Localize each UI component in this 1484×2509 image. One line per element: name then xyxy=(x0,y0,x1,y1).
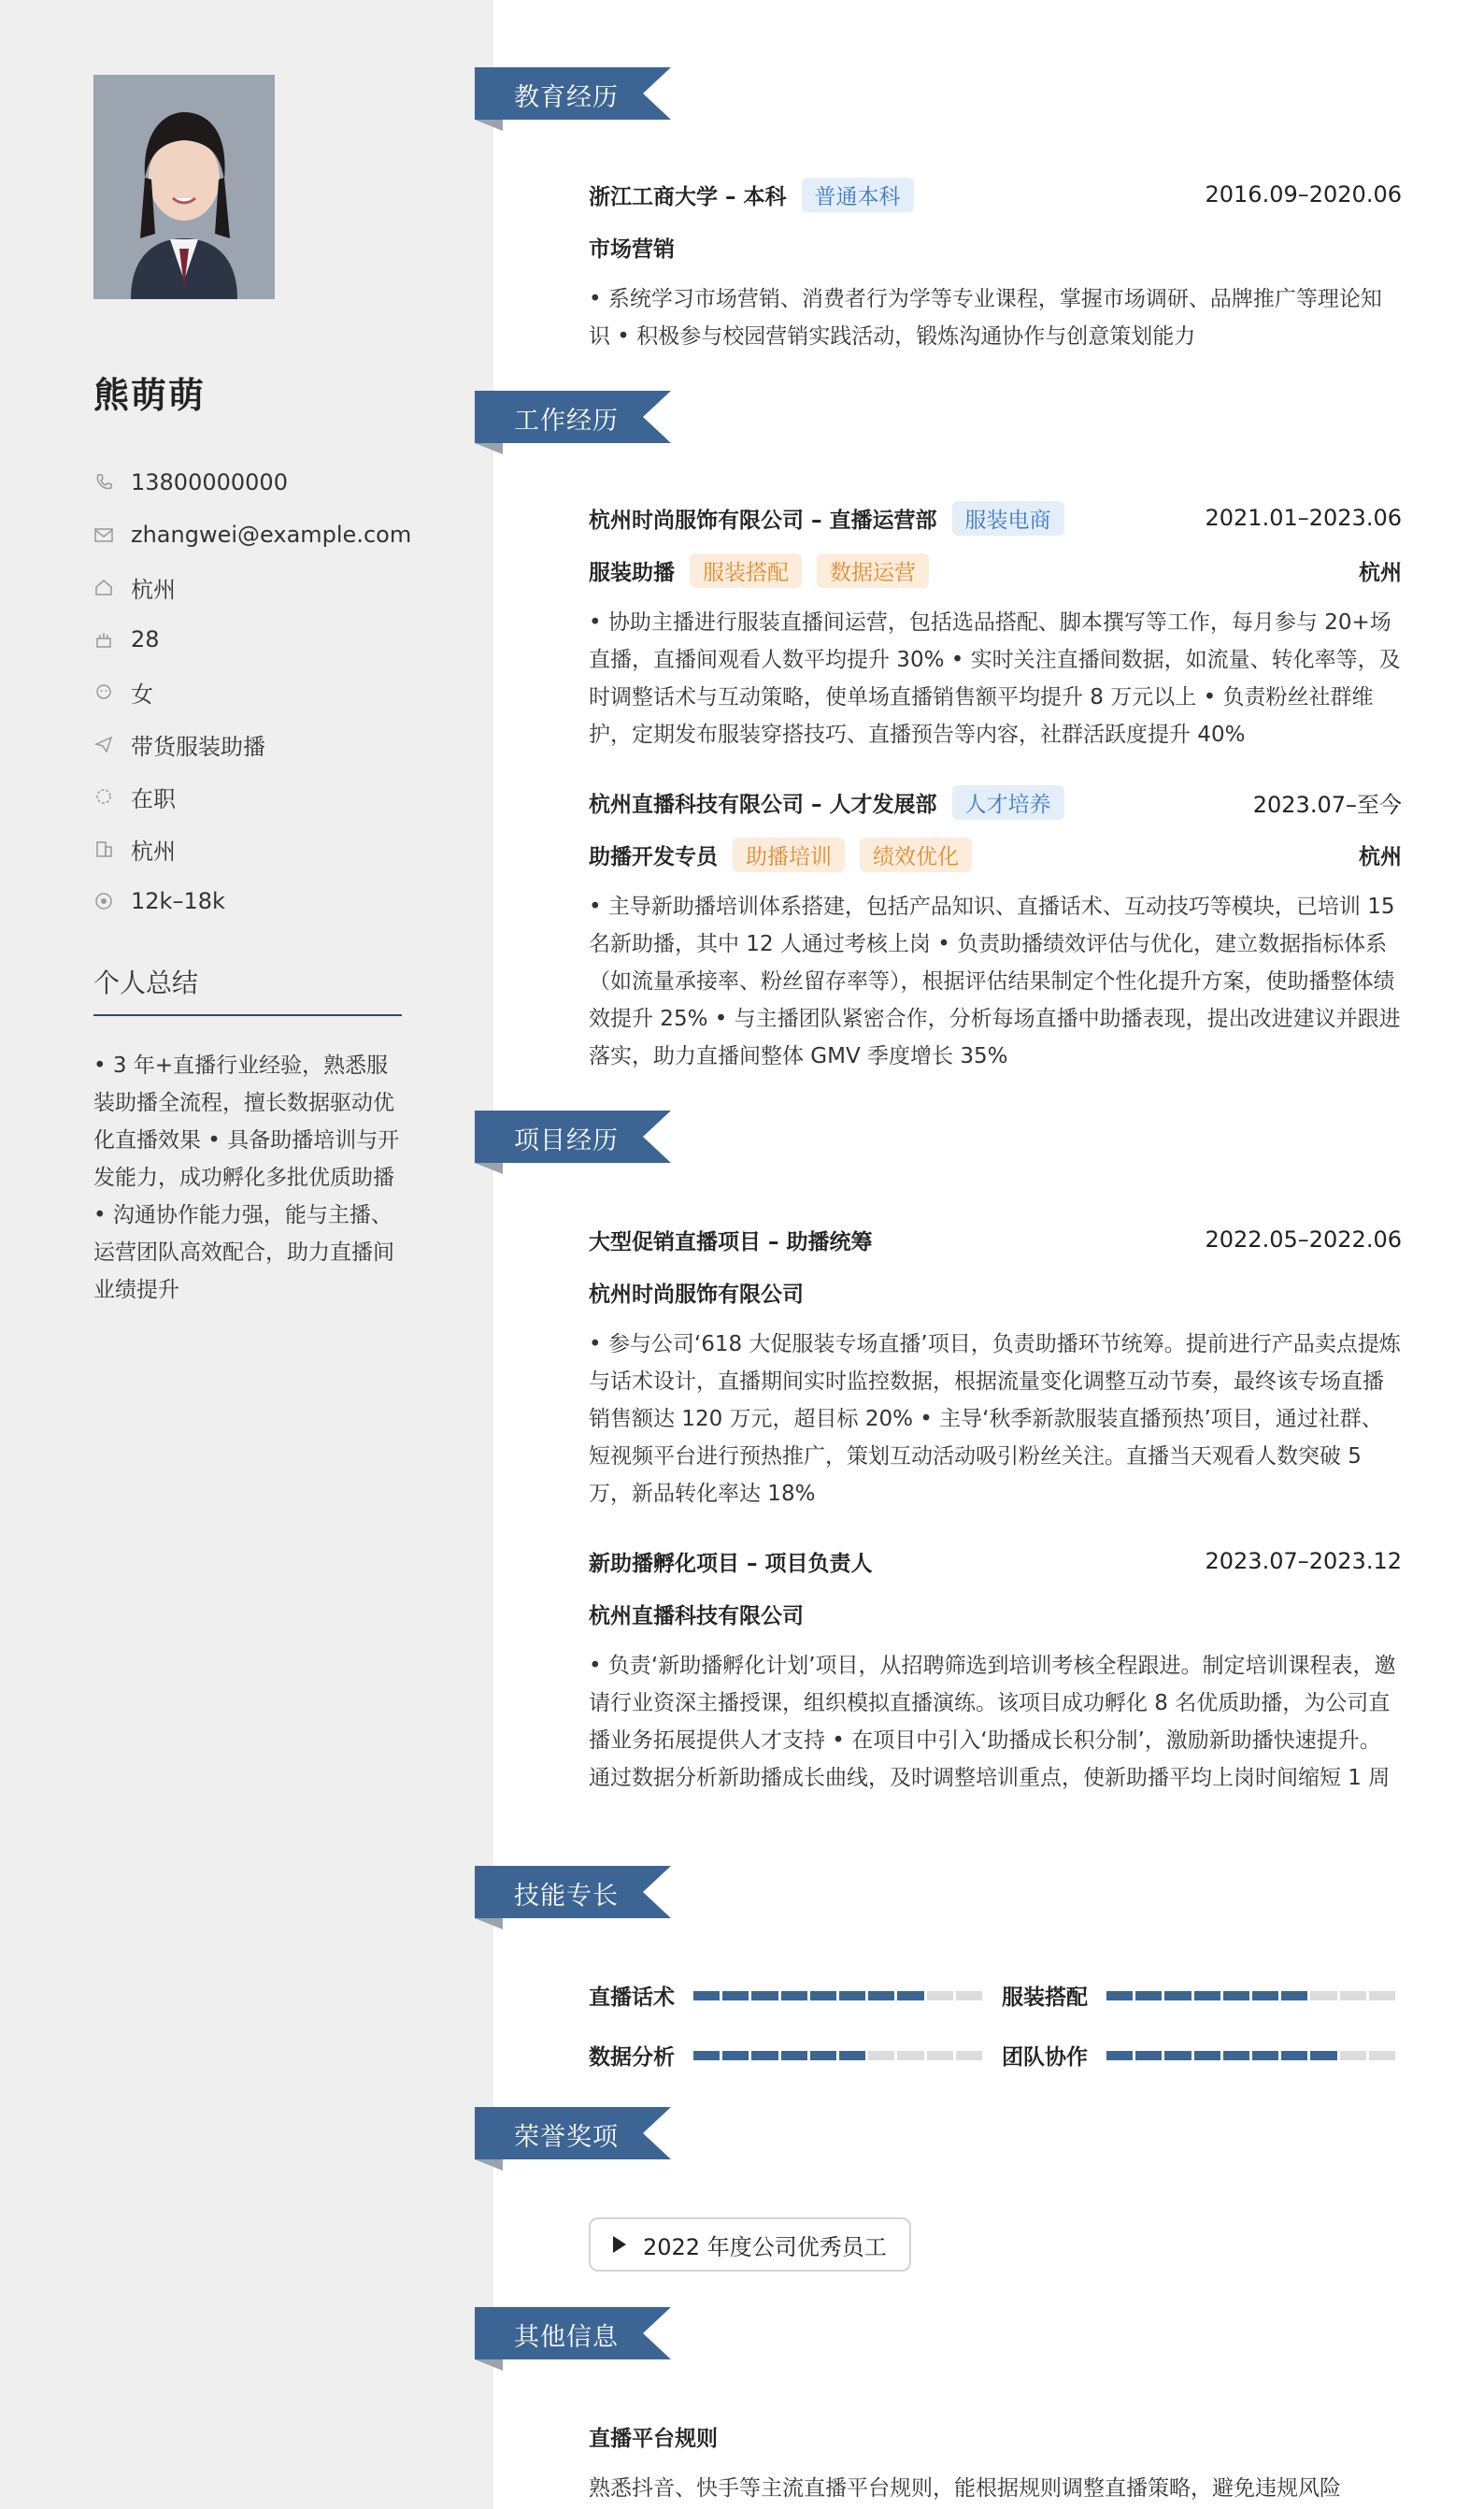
skill-item: 直播话术 xyxy=(589,1980,985,2011)
skill-bar-segment xyxy=(751,2051,778,2060)
work-date: 2021.01–2023.06 xyxy=(1205,505,1402,531)
project-name: 大型促销直播项目 – 助播统筹 xyxy=(589,1229,873,1254)
award-item[interactable]: 2022 年度公司优秀员工 xyxy=(589,2217,911,2272)
contact-gender: 女 xyxy=(93,666,411,718)
other-entry xyxy=(589,2417,1402,2507)
company-name: 杭州直播科技有限公司 – 人才发展部 xyxy=(589,792,937,817)
project-desc: • 参与公司‘618 大促服装专场直播’项目，负责助播环节统筹。提前进行产品卖点提炼与话术设计，直播期间实时监控数据，根据流量变化调整互动节奏，最终该专场直播销售额达 120 万元，超目标 20% • 主导‘秋季新款服装直播预热’项目，通过社群、短视频平台进行预热推广，策划互动活动吸引粉丝关注。直播当天观看人数突破 5 万，新品转化率达 18% xyxy=(589,1332,1401,1506)
project-desc: • 负责‘新助播孵化计划’项目，从招聘筛选到培训考核全程跟进。制定培训课程表，邀请行业资深主播授课，组织模拟直播演练。该项目成功孵化 8 名优质助播，为公司直播业务拓展提供人才支持 • 在项目中引入‘助播成长积分制’，激励新助播快速提升。通过数据分析新助播成长曲线，及时调整培训重点，使新助播平均上岗时间缩短 1 周 xyxy=(589,1654,1396,1790)
skill-bar-segment xyxy=(722,2051,749,2060)
skill-item: 服装搭配 xyxy=(1002,1980,1398,2011)
skill-tag: 服装搭配 xyxy=(690,553,802,588)
summary-divider xyxy=(93,1014,402,1016)
building-icon xyxy=(93,839,114,859)
project-org: 杭州直播科技有限公司 xyxy=(589,1603,804,1628)
company-name: 杭州时尚服饰有限公司 – 直播运营部 xyxy=(589,508,937,533)
skill-bar-segment xyxy=(868,2051,894,2060)
skill-bar-segment xyxy=(1135,2051,1162,2060)
skill-bar-segment xyxy=(693,1991,720,2000)
skill-bar-segment xyxy=(1340,1991,1366,2000)
project-org: 杭州时尚服饰有限公司 xyxy=(589,1282,804,1307)
skill-bar-segment xyxy=(1194,2051,1220,2060)
degree-tag: 普通本科 xyxy=(802,178,914,212)
sidebar xyxy=(0,0,493,2509)
play-icon xyxy=(613,2236,626,2253)
status-icon xyxy=(93,786,114,807)
industry-tag: 服装电商 xyxy=(952,501,1064,536)
profile-photo xyxy=(93,75,275,299)
skill-bar-segment xyxy=(781,1991,807,2000)
project-date: 2023.07–2023.12 xyxy=(1205,1548,1402,1574)
school-name: 浙江工商大学 – 本科 xyxy=(589,184,787,209)
work-city: 杭州 xyxy=(1359,560,1402,585)
contact-target-city: 杭州 xyxy=(93,823,411,875)
skill-bar-segment xyxy=(1164,1991,1191,2000)
education-date: 2016.09–2020.06 xyxy=(1205,181,1402,208)
skill-bar xyxy=(1106,2051,1398,2060)
skill-bar-segment xyxy=(810,1991,836,2000)
major-name: 市场营销 xyxy=(589,237,675,262)
work-date: 2023.07–至今 xyxy=(1252,791,1402,818)
other-desc: 熟悉抖音、快手等主流直播平台规则，能根据规则调整直播策略，避免违规风险 xyxy=(589,2476,1341,2501)
mail-icon xyxy=(93,524,114,545)
skill-bar-segment xyxy=(927,1991,953,2000)
skill-bar-segment xyxy=(1281,2051,1307,2060)
contact-age: 28 xyxy=(93,613,411,666)
contact-status: 在职 xyxy=(93,770,411,823)
section-header-education: 教育经历 xyxy=(475,67,680,125)
skill-bar xyxy=(1106,1991,1398,2000)
skill-bar-segment xyxy=(956,2051,982,2060)
skill-bar-segment xyxy=(927,2051,953,2060)
project-name: 新助播孵化项目 – 项目负责人 xyxy=(589,1551,873,1576)
work-entry-1 xyxy=(589,499,1402,753)
other-title: 直播平台规则 xyxy=(589,2426,718,2451)
home-icon xyxy=(93,577,114,597)
contact-city: 杭州 xyxy=(93,561,411,613)
skill-tag: 数据运营 xyxy=(817,553,929,588)
skill-bar-segment xyxy=(897,1991,923,2000)
skill-bar-segment xyxy=(781,2051,807,2060)
skill-bar-segment xyxy=(722,1991,749,2000)
skill-bar-segment xyxy=(1106,2051,1133,2060)
skill-bar-segment xyxy=(751,1991,778,2000)
summary-text: • 3 年+直播行业经验，熟悉服装助播全流程，擅长数据驱动优化直播效果 • 具备助播培训与开发能力，成功孵化多批优质助播 • 沟通协作能力强，能与主播、运营团队高效配合，助力直播间业绩提升 xyxy=(93,1054,400,1302)
skill-bar xyxy=(693,1991,985,2000)
job-role: 服装助播 xyxy=(589,560,675,585)
skill-tag: 绩效优化 xyxy=(860,838,972,872)
candidate-name: 熊萌萌 xyxy=(93,375,207,416)
contact-list xyxy=(93,456,411,927)
industry-tag: 人才培养 xyxy=(952,785,1064,820)
skill-bar-segment xyxy=(1310,1991,1336,2000)
send-icon xyxy=(93,734,114,754)
skill-bar-segment xyxy=(1369,2051,1395,2060)
skill-bar-segment xyxy=(956,1991,982,2000)
skill-bar-segment xyxy=(1252,2051,1278,2060)
gender-icon xyxy=(93,681,114,702)
skill-bar-segment xyxy=(1310,2051,1336,2060)
skill-bar-segment xyxy=(1106,1991,1133,2000)
contact-position: 带货服装助播 xyxy=(93,718,411,770)
skill-bar-segment xyxy=(839,1991,865,2000)
work-desc: • 协助主播进行服装直播间运营，包括选品搭配、脚本撰写等工作，每月参与 20+场直播，直播间观看人数平均提升 30% • 实时关注直播间数据，如流量、转化率等，及时调整话术与互动策略，使单场直播销售额平均提升 8 万元以上 • 负责粉丝社群维护，定期发布服装穿搭技巧、直播预告等内容，社群活跃度提升 40% xyxy=(589,610,1401,747)
section-header-skills: 技能专长 xyxy=(475,1866,680,1924)
skill-bar-segment xyxy=(1369,1991,1395,2000)
section-header-other: 其他信息 xyxy=(475,2307,680,2365)
skill-bar-segment xyxy=(868,1991,894,2000)
skill-bar-segment xyxy=(1194,1991,1220,2000)
skill-bar-segment xyxy=(1223,1991,1249,2000)
skill-bar xyxy=(693,2051,985,2060)
section-header-projects: 项目经历 xyxy=(475,1111,680,1168)
skill-bar-segment xyxy=(1223,2051,1249,2060)
summary-title: 个人总结 xyxy=(93,968,199,998)
skill-item: 团队协作 xyxy=(1002,2040,1398,2071)
skill-bar-segment xyxy=(1340,2051,1366,2060)
skill-bar-segment xyxy=(1281,1991,1307,2000)
work-city: 杭州 xyxy=(1359,844,1402,869)
cake-icon xyxy=(93,629,114,650)
work-desc: • 主导新助播培训体系搭建，包括产品知识、直播话术、互动技巧等模块，已培训 15 名新助播，其中 12 人通过考核上岗 • 负责助播绩效评估与优化，建立数据指标体系（如流量承接率、粉丝留存率等），根据评估结果制定个性化提升方案，使助播整体绩效提升 25% • 与主播团队紧密合作，分析每场直播中助播表现，提出改进建议并跟进落实，助力直播间整体 GMV 季度增长 35% xyxy=(589,895,1401,1068)
skill-tag: 助播培训 xyxy=(733,838,845,872)
work-entry-2 xyxy=(589,783,1402,1075)
main-content xyxy=(475,0,1484,2509)
job-role: 助播开发专员 xyxy=(589,844,718,869)
salary-icon xyxy=(93,891,114,911)
project-entry-2 xyxy=(589,1542,1402,1797)
section-header-work: 工作经历 xyxy=(475,391,680,449)
education-desc: • 系统学习市场营销、消费者行为学等专业课程，掌握市场调研、品牌推广等理论知识 • 积极参与校园营销实践活动，锻炼沟通协作与创意策划能力 xyxy=(589,287,1382,349)
skill-bar-segment xyxy=(1252,1991,1278,2000)
contact-phone: 13800000000 xyxy=(93,456,411,509)
project-date: 2022.05–2022.06 xyxy=(1205,1226,1402,1253)
skill-bar-segment xyxy=(839,2051,865,2060)
phone-icon xyxy=(93,472,114,493)
skill-bar-segment xyxy=(897,2051,923,2060)
skill-bar-segment xyxy=(810,2051,836,2060)
project-entry-1 xyxy=(589,1221,1402,1513)
skill-bar-segment xyxy=(693,2051,720,2060)
skill-bar-segment xyxy=(1135,1991,1162,2000)
education-entry xyxy=(589,176,1402,355)
contact-email: zhangwei@example.com xyxy=(93,509,411,561)
skill-item: 数据分析 xyxy=(589,2040,985,2071)
contact-salary: 12k–18k xyxy=(93,875,411,927)
section-header-honors: 荣誉奖项 xyxy=(475,2107,680,2165)
skill-bar-segment xyxy=(1164,2051,1191,2060)
